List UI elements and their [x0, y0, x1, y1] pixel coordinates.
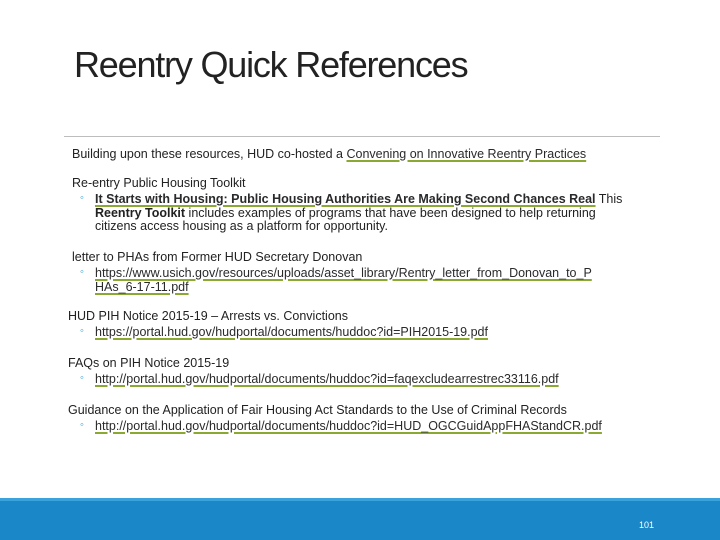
pih-notice-link-line — [95, 325, 488, 339]
donovan-link-line-1 — [95, 266, 592, 280]
bullet-icon: ◦ — [80, 192, 84, 204]
convening-link[interactable]: Convening on Innovative Reentry Practices — [346, 147, 587, 161]
pih-notice-heading: HUD PIH Notice 2015-19 – Arrests vs. Convictions — [68, 309, 348, 323]
toolkit-bold-text: Reentry Toolkit — [95, 206, 186, 220]
toolkit-after-link: This — [595, 192, 623, 206]
donovan-link-line-2 — [95, 280, 189, 294]
page-number: 101 — [638, 520, 654, 530]
donovan-letter-link[interactable]: https://www.usich.gov/resources/uploads/asset_library/Rentry_letter_from_Donovan_to_P — [95, 266, 592, 280]
footer-highlight — [0, 498, 720, 501]
toolkit-heading: Re-entry Public Housing Toolkit — [72, 176, 246, 190]
bullet-icon: ◦ — [80, 266, 84, 278]
donovan-letter-heading: letter to PHAs from Former HUD Secretary Donovan — [72, 250, 363, 264]
pih-notice-link[interactable]: https://portal.hud.gov/hudportal/documents/huddoc?id=PIH2015-19.pdf — [95, 325, 488, 339]
toolkit-line-2 — [95, 207, 596, 219]
intro-paragraph — [72, 147, 586, 161]
donovan-letter-link-cont[interactable]: HAs_6-17-11.pdf — [95, 280, 189, 294]
slide-title: Reentry Quick References — [74, 44, 468, 85]
it-starts-with-housing-link[interactable]: It Starts with Housing: Public Housing Authorities Are Making Second Chances Real — [95, 192, 596, 206]
footer-bar — [0, 498, 720, 540]
intro-text: Building upon these resources, HUD co-hosted a — [72, 147, 347, 161]
fair-housing-link[interactable]: http://portal.hud.gov/hudportal/documents/huddoc?id=HUD_OGCGuidAppFHAStandCR.pdf — [95, 419, 602, 433]
faq-link[interactable]: http://portal.hud.gov/hudportal/documents/huddoc?id=faqexcludearrestrec33116.pdf — [95, 372, 559, 386]
faq-heading: FAQs on PIH Notice 2015-19 — [68, 356, 230, 370]
faq-link-line — [95, 372, 559, 386]
bullet-icon: ◦ — [80, 325, 84, 337]
toolkit-line-2-rest: includes examples of programs that have been designed to help returning — [185, 206, 596, 220]
bullet-icon: ◦ — [80, 372, 84, 384]
toolkit-line-3: citizens access housing as a platform for opportunity. — [95, 219, 388, 233]
bullet-icon: ◦ — [80, 419, 84, 431]
fair-housing-heading: Guidance on the Application of Fair Housing Act Standards to the Use of Criminal Records — [68, 403, 567, 417]
title-divider — [64, 136, 660, 137]
fair-housing-link-line — [95, 419, 602, 433]
toolkit-line-1 — [95, 192, 622, 206]
